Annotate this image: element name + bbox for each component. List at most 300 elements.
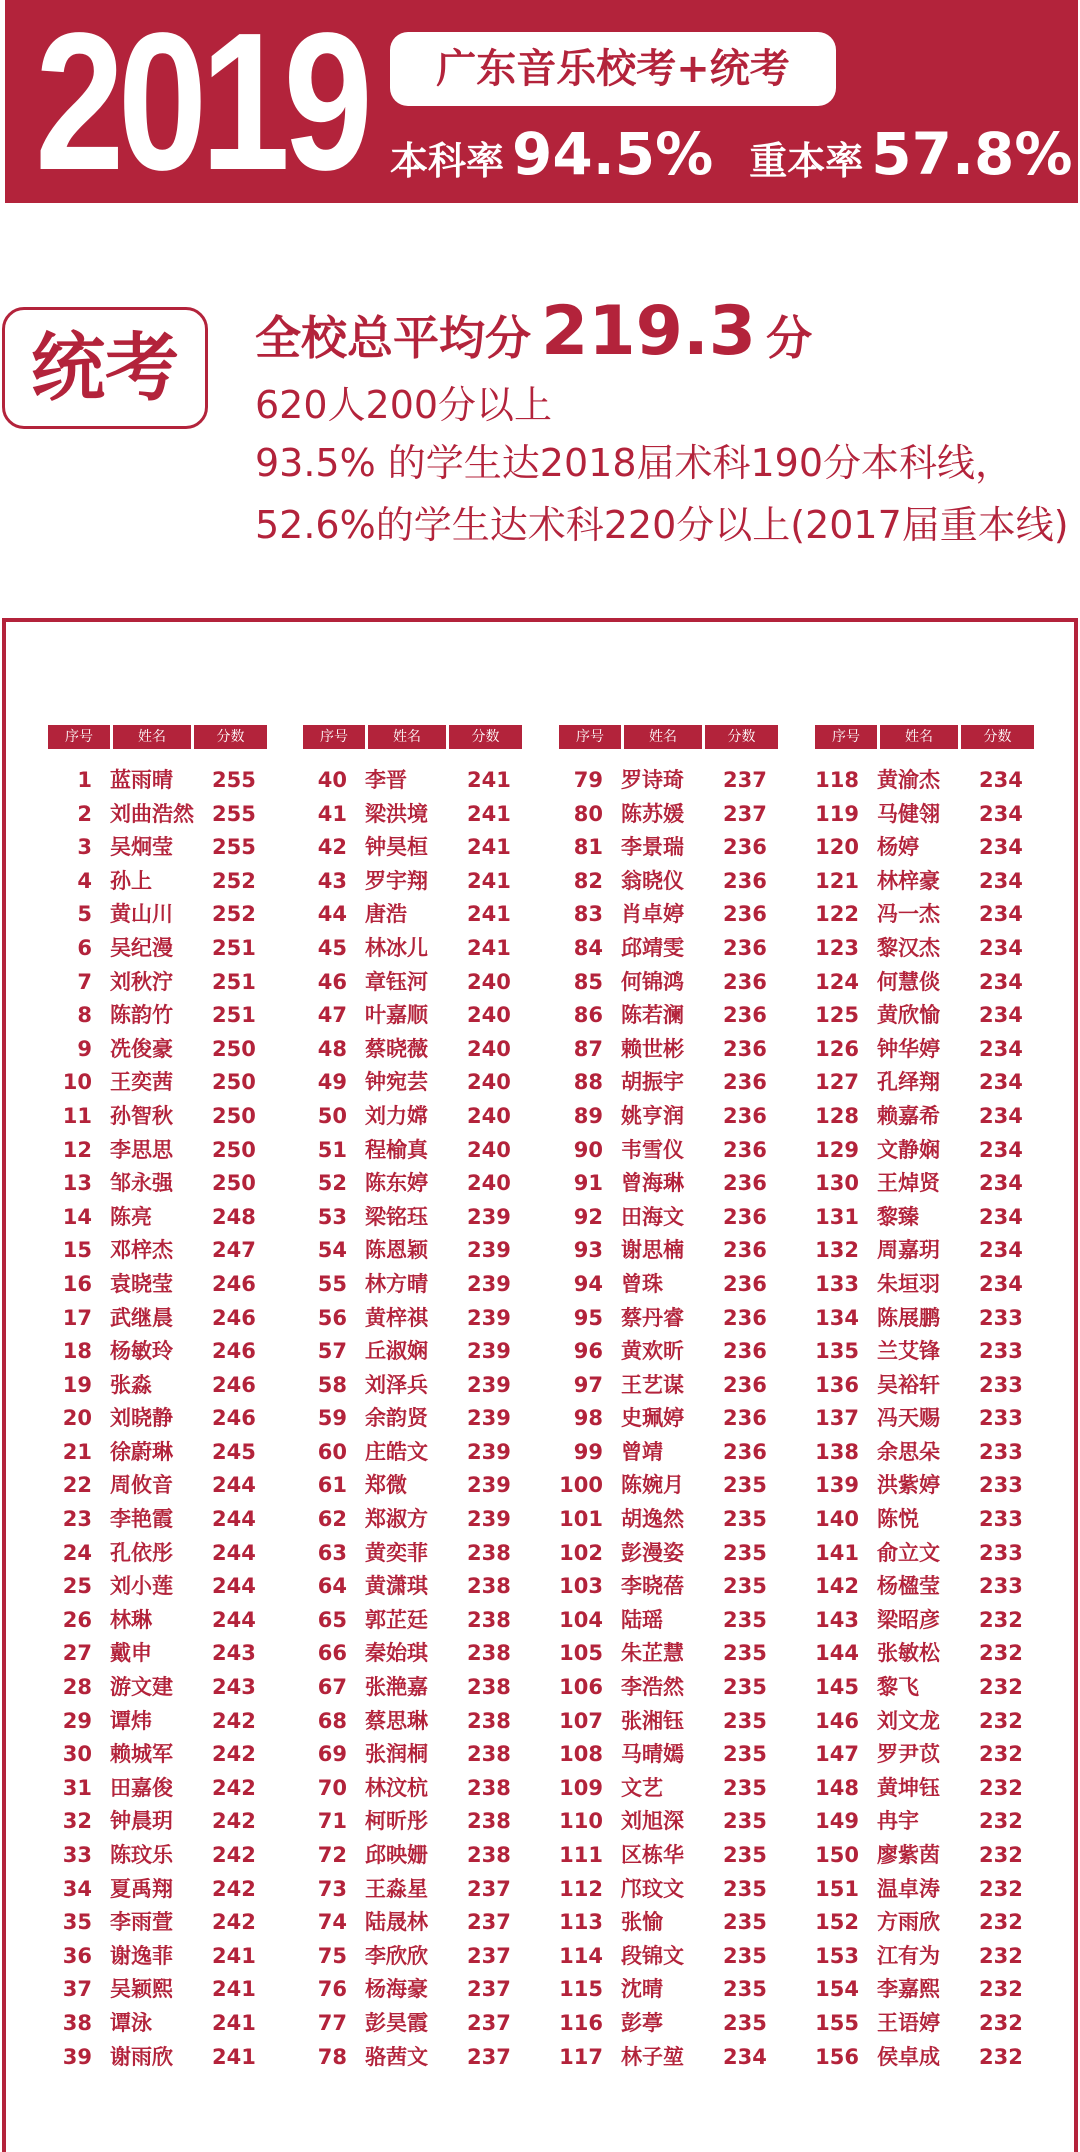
header-rank: 序号 [815,725,877,749]
rank-cell: 134 [815,1305,859,1330]
rank-cell: 68 [317,1708,347,1733]
score-cell: 237 [467,1876,511,1901]
table-row [303,1772,525,1806]
name-cell: 温卓涛 [877,1876,940,1901]
rank-cell: 15 [62,1238,92,1263]
score-cell: 235 [723,1775,767,1800]
table-row [303,1268,525,1302]
table-row [815,1100,1037,1134]
score-cell: 246 [212,1271,256,1296]
score-cell: 250 [212,1137,256,1162]
score-cell: 232 [979,1809,1023,1834]
score-cell: 248 [212,1204,256,1229]
name-cell: 章钰河 [365,969,428,994]
name-cell: 肖卓婷 [621,902,684,927]
score-cell: 234 [979,1036,1023,1061]
rank-cell: 87 [573,1036,603,1061]
score-cell: 234 [979,868,1023,893]
name-cell: 马健翎 [877,801,940,826]
results-column-1 [48,725,270,2074]
rank-cell: 95 [573,1305,603,1330]
rank-cell: 48 [317,1036,347,1061]
score-cell: 236 [723,1372,767,1397]
rank-cell: 121 [815,868,859,893]
rank-cell: 1 [77,768,92,792]
score-cell: 244 [212,1574,256,1599]
table-row [303,1134,525,1168]
table-row [559,1369,781,1403]
rank-cell: 111 [559,1843,603,1867]
name-cell: 赖城军 [110,1742,173,1767]
rank-cell: 154 [815,1977,859,2002]
rank-cell: 149 [815,1809,859,1834]
table-row [815,1570,1037,1604]
name-cell: 田嘉俊 [110,1775,173,1800]
table-row [815,1503,1037,1537]
table-row [303,2041,525,2075]
table-row [559,1940,781,1974]
table-row [48,1839,270,1873]
score-cell: 237 [723,768,767,792]
table-row [559,1705,781,1739]
score-cell: 240 [467,1137,511,1162]
score-cell: 236 [723,1339,767,1364]
table-row [815,1134,1037,1168]
rows-container [303,764,525,2074]
summary-line-2: 93.5% 的学生达2018届术科190分本科线， [255,441,1014,485]
name-cell: 冯一杰 [877,902,940,927]
rank-cell: 22 [62,1473,92,1498]
score-cell: 237 [467,1910,511,1935]
score-cell: 239 [467,1473,511,1498]
name-cell: 马晴嫣 [621,1742,684,1767]
table-row [559,831,781,865]
table-row [559,1335,781,1369]
score-cell: 237 [467,1977,511,2002]
table-row [48,1772,270,1806]
score-cell: 234 [979,1271,1023,1296]
rank-cell: 19 [62,1372,92,1397]
name-cell: 周攸音 [110,1473,173,1498]
score-cell: 240 [467,1070,511,1095]
rank-cell: 29 [62,1708,92,1733]
name-cell: 张滟嘉 [365,1675,428,1700]
score-cell: 235 [723,1641,767,1666]
table-row [815,1537,1037,1571]
rank-cell: 75 [317,1943,347,1968]
score-cell: 241 [212,1943,256,1968]
name-cell: 张愉 [621,1910,663,1935]
rank-cell: 136 [815,1372,859,1397]
name-cell: 钟宛芸 [365,1070,428,1095]
score-cell: 239 [467,1305,511,1330]
score-cell: 239 [467,1406,511,1431]
name-cell: 张湘钰 [621,1708,684,1733]
name-cell: 赖嘉希 [877,1103,940,1128]
header-banner [5,0,1078,211]
table-row [559,1469,781,1503]
rank-cell: 11 [62,1103,92,1128]
score-cell: 236 [723,1439,767,1464]
name-cell: 朱垣羽 [877,1271,940,1296]
name-cell: 夏禹翔 [110,1876,173,1901]
name-cell: 江有为 [877,1943,940,1968]
rank-cell: 122 [815,902,859,927]
score-cell: 252 [212,868,256,893]
name-cell: 刘秋泞 [110,969,173,994]
rank-cell: 34 [62,1876,92,1901]
table-row [559,1772,781,1806]
table-row [559,1537,781,1571]
rank-cell: 142 [815,1574,859,1599]
table-row [559,1604,781,1638]
score-cell: 236 [723,1103,767,1128]
table-row [815,1973,1037,2007]
rows-container [559,764,781,2074]
score-cell: 242 [212,1708,256,1733]
rank-cell: 83 [573,902,603,927]
score-cell: 240 [467,1003,511,1028]
rank-cell: 7 [77,969,92,994]
score-cell: 232 [979,2044,1023,2069]
name-cell: 陈韵竹 [110,1003,173,1028]
name-cell: 冯天赐 [877,1406,940,1431]
score-cell: 234 [979,1204,1023,1229]
score-cell: 238 [467,1742,511,1767]
name-cell: 洪紫婷 [877,1473,940,1498]
score-cell: 234 [979,835,1023,860]
rank-cell: 39 [62,2044,92,2069]
score-cell: 237 [467,1943,511,1968]
name-cell: 吴纪漫 [110,935,173,960]
rank-cell: 27 [62,1641,92,1666]
table-row [48,1671,270,1705]
rank-cell: 76 [317,1977,347,2002]
table-row [559,798,781,832]
score-cell: 239 [467,1271,511,1296]
name-cell: 蔡晓薇 [365,1036,428,1061]
rank-cell: 81 [573,835,603,860]
table-row [815,1738,1037,1772]
rank-cell: 47 [317,1003,347,1028]
name-cell: 梁昭彦 [877,1607,940,1632]
rank-cell: 51 [317,1137,347,1162]
rank-cell: 67 [317,1675,347,1700]
score-cell: 240 [467,1036,511,1061]
rank-cell: 152 [815,1910,859,1935]
rank-cell: 3 [77,835,92,860]
name-cell: 杨楹莹 [877,1574,940,1599]
score-cell: 237 [467,2010,511,2035]
name-cell: 杨海豪 [365,1977,428,2002]
rank-cell: 41 [317,801,347,826]
table-row [303,1369,525,1403]
table-row [303,1234,525,1268]
name-cell: 翁晓仪 [621,868,684,893]
column-header [303,725,525,749]
table-row [815,1805,1037,1839]
name-cell: 谭炜 [110,1708,152,1733]
score-cell: 242 [212,1910,256,1935]
header-score: 分数 [961,725,1034,749]
table-row [303,1302,525,1336]
score-cell: 237 [467,2044,511,2069]
rank-cell: 49 [317,1070,347,1095]
rank-cell: 90 [573,1137,603,1162]
score-cell: 234 [979,1103,1023,1128]
rank-cell: 155 [815,2010,859,2035]
rank-cell: 4 [77,868,92,893]
table-row [303,1335,525,1369]
rank-cell: 57 [317,1339,347,1364]
table-row [48,1134,270,1168]
score-cell: 244 [212,1507,256,1532]
table-row [815,798,1037,832]
score-cell: 232 [979,1607,1023,1632]
table-row [303,798,525,832]
table-row [48,932,270,966]
rows-container [815,764,1037,2074]
rank-cell: 65 [317,1607,347,1632]
name-cell: 陈悦 [877,1507,919,1532]
header-name: 姓名 [624,725,702,749]
score-cell: 232 [979,1943,1023,1968]
rank-cell: 105 [559,1641,603,1666]
rank-cell: 131 [815,1204,859,1229]
rank-cell: 33 [62,1843,92,1867]
table-row [815,1873,1037,1907]
score-cell: 234 [979,1003,1023,1028]
rank-cell: 85 [573,969,603,994]
name-cell: 罗诗琦 [621,768,684,792]
table-row [48,1436,270,1470]
rank-cell: 107 [559,1708,603,1733]
table-row [48,1705,270,1739]
rank-cell: 70 [317,1775,347,1800]
table-row [48,865,270,899]
table-row [303,1973,525,2007]
table-row [559,1637,781,1671]
name-cell: 林方晴 [365,1271,428,1296]
section-badge: 统考 [2,307,208,429]
score-cell: 232 [979,1742,1023,1767]
name-cell: 孙上 [110,868,152,893]
name-cell: 杨婷 [877,835,919,860]
name-cell: 林琳 [110,1607,152,1632]
header-score: 分数 [449,725,522,749]
name-cell: 刘小莲 [110,1574,173,1599]
score-cell: 236 [723,1003,767,1028]
rank-cell: 44 [317,902,347,927]
rank-cell: 143 [815,1607,859,1632]
table-row [815,1268,1037,1302]
score-cell: 239 [467,1339,511,1364]
score-cell: 241 [467,902,511,927]
name-cell: 陈玟乐 [110,1843,173,1867]
rank-cell: 118 [815,768,859,792]
name-cell: 张润桐 [365,1742,428,1767]
table-row [815,1033,1037,1067]
name-cell: 吴颖熙 [110,1977,173,2002]
rank-cell: 84 [573,935,603,960]
rank-cell: 141 [815,1540,859,1565]
table-row [303,1906,525,1940]
name-cell: 黎汉杰 [877,935,940,960]
header-score: 分数 [194,725,267,749]
name-cell: 张淼 [110,1372,152,1397]
score-cell: 234 [979,1137,1023,1162]
table-row [815,1705,1037,1739]
table-row [559,1570,781,1604]
name-cell: 李景瑞 [621,835,684,860]
score-cell: 238 [467,1675,511,1700]
score-cell: 238 [467,1708,511,1733]
table-row [303,1604,525,1638]
name-cell: 邱靖雯 [621,935,684,960]
name-cell: 谢逸菲 [110,1943,173,1968]
name-cell: 蓝雨晴 [110,768,173,792]
name-cell: 李思思 [110,1137,173,1162]
table-row [559,1167,781,1201]
rank-cell: 120 [815,835,859,860]
score-cell: 243 [212,1675,256,1700]
column-header [559,725,781,749]
rank-cell: 14 [62,1204,92,1229]
score-cell: 242 [212,1742,256,1767]
rank-cell: 23 [62,1507,92,1532]
name-cell: 林梓豪 [877,868,940,893]
name-cell: 李嘉熙 [877,1977,940,2002]
rank-cell: 114 [559,1943,603,1968]
table-row [559,1402,781,1436]
score-cell: 236 [723,969,767,994]
score-cell: 236 [723,1305,767,1330]
table-row [815,1302,1037,1336]
score-cell: 235 [723,1540,767,1565]
name-cell: 段锦文 [621,1943,684,1968]
rank-cell: 139 [815,1473,859,1498]
rank-cell: 104 [559,1607,603,1632]
rows-container [48,764,270,2074]
name-cell: 王奕茜 [110,1070,173,1095]
name-cell: 吴炯莹 [110,835,173,860]
table-row [815,2041,1037,2075]
table-row [815,831,1037,865]
rank-cell: 18 [62,1339,92,1364]
table-row [48,798,270,832]
name-cell: 张敏松 [877,1641,940,1666]
rank-cell: 59 [317,1406,347,1431]
table-row [815,898,1037,932]
score-cell: 235 [723,1675,767,1700]
rank-cell: 30 [62,1742,92,1767]
rank-cell: 72 [317,1843,347,1867]
name-cell: 黄山川 [110,902,173,927]
score-cell: 234 [979,902,1023,927]
name-cell: 冉宇 [877,1809,919,1834]
name-cell: 罗宇翔 [365,868,428,893]
table-row [559,1973,781,2007]
score-cell: 251 [212,1003,256,1028]
table-row [48,1973,270,2007]
score-cell: 235 [723,1977,767,2002]
score-cell: 242 [212,1809,256,1834]
name-cell: 韦雪仪 [621,1137,684,1162]
rank-cell: 6 [77,935,92,960]
name-cell: 黄潇琪 [365,1574,428,1599]
score-cell: 233 [979,1406,1023,1431]
score-cell: 241 [467,768,511,792]
rank-cell: 71 [317,1809,347,1834]
score-cell: 236 [723,1036,767,1061]
rank-cell: 64 [317,1574,347,1599]
score-cell: 246 [212,1339,256,1364]
score-cell: 232 [979,1910,1023,1935]
score-cell: 246 [212,1305,256,1330]
score-cell: 234 [979,1070,1023,1095]
table-row [559,1839,781,1873]
name-cell: 陈恩颖 [365,1238,428,1263]
rank-cell: 156 [815,2044,859,2069]
header-name: 姓名 [368,725,446,749]
rank-cell: 130 [815,1171,859,1196]
rank-cell: 109 [559,1775,603,1800]
rank-cell: 20 [62,1406,92,1431]
rank-cell: 148 [815,1775,859,1800]
score-cell: 235 [723,1809,767,1834]
table-row [559,1906,781,1940]
table-row [815,999,1037,1033]
table-row [303,831,525,865]
rank-cell: 115 [559,1977,603,2002]
table-row [303,1873,525,1907]
score-cell: 233 [979,1439,1023,1464]
table-row [303,999,525,1033]
score-cell: 235 [723,1708,767,1733]
rank-cell: 40 [317,768,347,792]
table-row [48,2041,270,2075]
table-row [48,1637,270,1671]
rank-cell: 100 [559,1473,603,1498]
average-score [255,292,812,371]
table-row [559,1033,781,1067]
table-row [815,1469,1037,1503]
rank-cell: 36 [62,1943,92,1968]
score-cell: 239 [467,1507,511,1532]
score-cell: 232 [979,1775,1023,1800]
name-cell: 孔依彤 [110,1540,173,1565]
rank-cell: 145 [815,1675,859,1700]
score-cell: 250 [212,1036,256,1061]
table-row [303,1066,525,1100]
rank-cell: 137 [815,1406,859,1431]
score-cell: 244 [212,1607,256,1632]
name-cell: 曾珠 [621,1271,663,1296]
score-cell: 239 [467,1204,511,1229]
rank-cell: 38 [62,2010,92,2035]
table-row [559,1805,781,1839]
table-row [815,966,1037,1000]
table-row [48,1503,270,1537]
rank-cell: 43 [317,868,347,893]
name-cell: 秦始琪 [365,1641,428,1666]
name-cell: 王艺谋 [621,1372,684,1397]
table-row [303,1469,525,1503]
score-cell: 241 [212,1977,256,2002]
score-cell: 238 [467,1607,511,1632]
rank-cell: 113 [559,1910,603,1935]
rank-cell: 74 [317,1910,347,1935]
